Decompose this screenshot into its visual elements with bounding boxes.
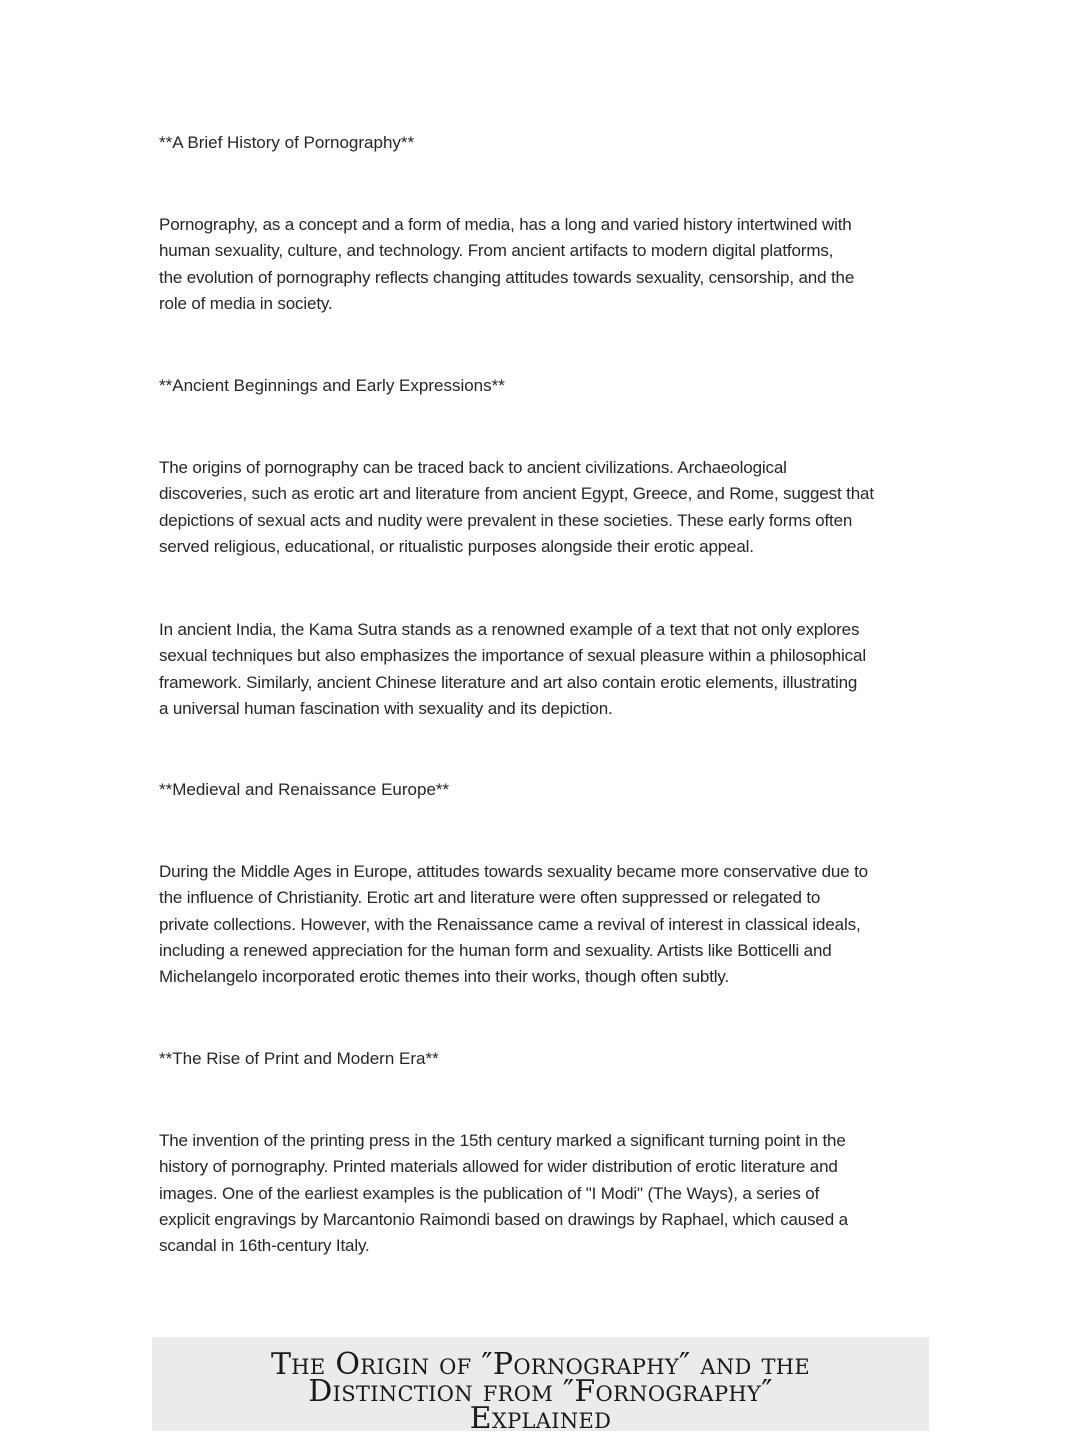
text-line: the influence of Christianity. Erotic art and literature were often suppressed or relegated to (159, 888, 821, 908)
print-paragraph (159, 1128, 929, 1259)
text-line: The invention of the printing press in the 15th century marked a significant turning point in the (159, 1131, 846, 1150)
text-line: Michelangelo incorporated erotic themes into their works, though often subtly. (159, 967, 730, 987)
caption-banner (152, 1337, 929, 1436)
text-line: private collections. However, with the Renaissance came a revival of interest in classical ideals, (159, 914, 861, 934)
text-line: scandal in 16th-century Italy. (159, 1236, 370, 1256)
text-line: the evolution of pornography reflects changing attitudes towards sexuality, censorship, and the (159, 267, 855, 287)
text-line: During the Middle Ages in Europe, attitudes towards sexuality became more conservative due to (159, 862, 868, 881)
caption-line: Explained (469, 1401, 612, 1436)
text-line: role of media in society. (159, 293, 333, 313)
caption-line: Distinction from ″Fornography″ (308, 1374, 773, 1409)
ancient-paragraph-2 (159, 617, 929, 722)
section-heading-medieval: **Medieval and Renaissance Europe** (159, 780, 450, 799)
text-line: a universal human fascination with sexuality and its depiction. (159, 698, 613, 718)
text-line: In ancient India, the Kama Sutra stands as a renowned example of a text that not only explores (159, 620, 860, 639)
text-line: discoveries, such as erotic art and literature from ancient Egypt, Greece, and Rome, suggest that (159, 484, 874, 504)
text-line: human sexuality, culture, and technology. From ancient artifacts to modern digital platforms, (159, 241, 834, 261)
ancient-paragraph-1 (159, 455, 929, 560)
text-line: sexual techniques but also emphasizes the importance of sexual pleasure within a philosophical (159, 646, 866, 666)
text-line: framework. Similarly, ancient Chinese literature and art also contain erotic elements, illustrating (159, 672, 858, 692)
intro-paragraph (159, 212, 929, 317)
text-line: explicit engravings by Marcantonio Raimondi based on drawings by Raphael, which caused a (159, 1209, 848, 1229)
section-heading-ancient: **Ancient Beginnings and Early Expressions** (159, 376, 505, 395)
section-heading-print: **The Rise of Print and Modern Era** (159, 1049, 439, 1068)
medieval-paragraph (159, 859, 929, 990)
text-line: The origins of pornography can be traced back to ancient civilizations. Archaeological (159, 458, 787, 477)
text-line: Pornography, as a concept and a form of media, has a long and varied history intertwined with (159, 215, 852, 234)
text-line: including a renewed appreciation for the human form and sexuality. Artists like Botticelli and (159, 940, 832, 960)
text-line: served religious, educational, or ritualistic purposes alongside their erotic appeal. (159, 536, 754, 556)
document-title: **A Brief History of Pornography** (159, 133, 415, 152)
caption-line: The Origin of ″Pornography″ and the (270, 1347, 811, 1382)
text-line: depictions of sexual acts and nudity were prevalent in these societies. These early forms often (159, 510, 853, 530)
text-line: history of pornography. Printed materials allowed for wider distribution of erotic literature and (159, 1157, 838, 1177)
text-line: images. One of the earliest examples is the publication of "I Modi" (The Ways), a series of (159, 1183, 820, 1203)
caption-title (152, 1347, 929, 1436)
